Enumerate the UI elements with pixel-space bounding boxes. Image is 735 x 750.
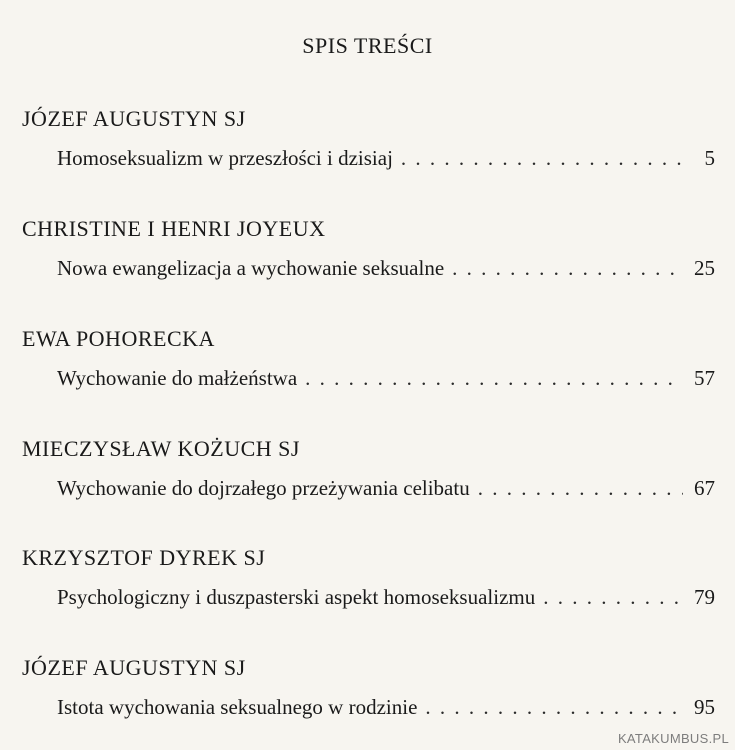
entry-title: Wychowanie do małżeństwa (57, 366, 298, 390)
dot-leader (478, 476, 683, 501)
toc-heading: SPIS TREŚCI (302, 33, 433, 58)
entry-line (57, 585, 715, 610)
entry-page-number: 67 (694, 476, 715, 500)
entry-line (57, 366, 715, 391)
entry-page-number: 25 (694, 256, 715, 280)
entry-page-number: 95 (694, 695, 715, 719)
entry-author: KRZYSZTOF DYREK SJ (22, 545, 266, 570)
entry-page-number: 57 (694, 366, 715, 390)
entry-page-number: 79 (694, 585, 715, 609)
entry-page-number: 5 (704, 146, 715, 170)
entry-line (57, 476, 715, 501)
entry-author: JÓZEF AUGUSTYN SJ (22, 655, 246, 680)
entry-title: Nowa ewangelizacja a wychowanie seksualne (57, 256, 445, 280)
entry-line (57, 695, 715, 720)
entry-author: CHRISTINE I HENRI JOYEUX (22, 216, 326, 241)
entry-author: MIECZYSŁAW KOŻUCH SJ (22, 436, 300, 461)
dot-leader (305, 366, 683, 391)
entry-title: Istota wychowania seksualnego w rodzinie (57, 695, 418, 719)
entry-line (57, 146, 715, 171)
entry-author: JÓZEF AUGUSTYN SJ (22, 106, 246, 131)
entry-title: Wychowanie do dojrzałego przeżywania celibatu (57, 476, 470, 500)
dot-leader (425, 695, 683, 720)
entry-line (57, 256, 715, 281)
watermark: KATAKUMBUS.PL (617, 731, 729, 746)
dot-leader (401, 146, 683, 171)
entry-author: EWA POHORECKA (22, 326, 215, 351)
entry-title: Homoseksualizm w przeszłości i dzisiaj (57, 146, 393, 170)
entry-title: Psychologiczny i duszpasterski aspekt homoseksualizmu (57, 585, 536, 609)
dot-leader (452, 256, 683, 281)
dot-leader (543, 585, 683, 610)
